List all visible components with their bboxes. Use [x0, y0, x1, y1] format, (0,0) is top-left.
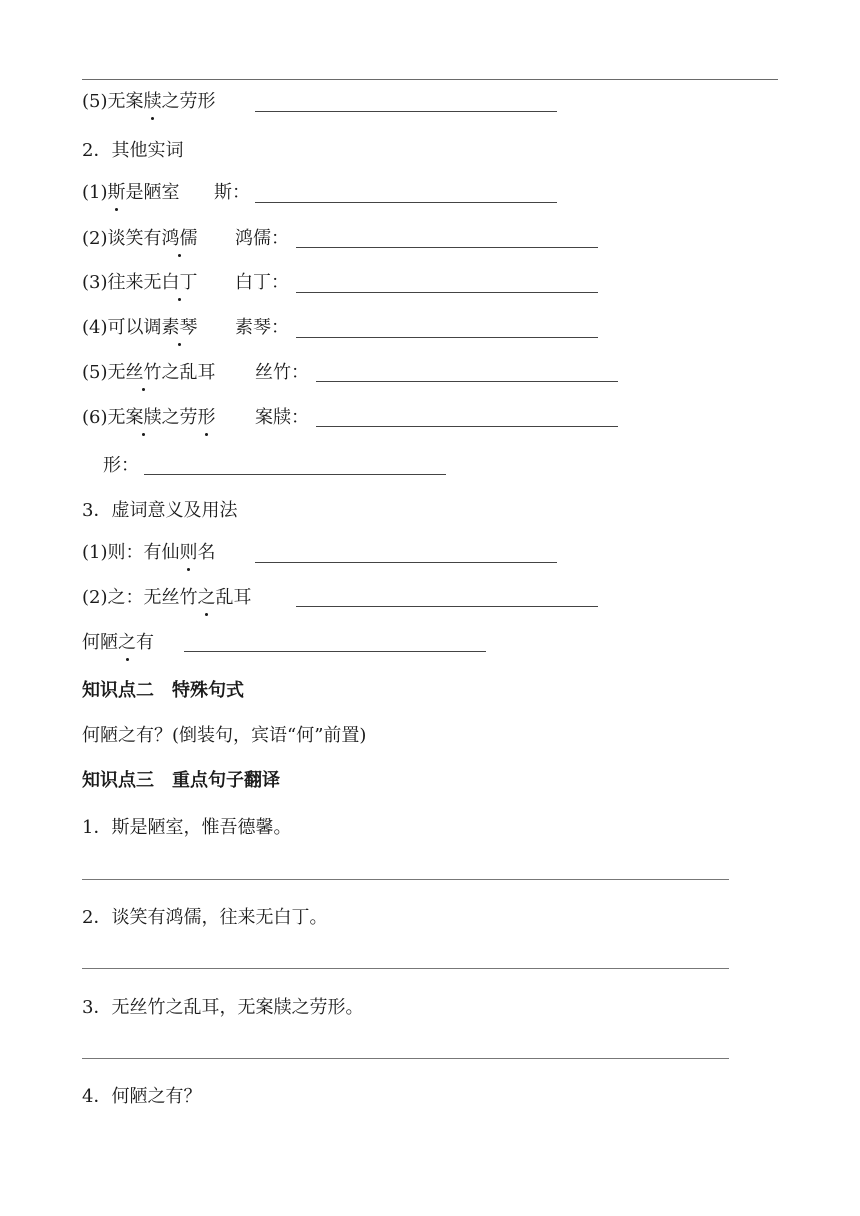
sentence-3: 3．无丝竹之乱耳，无案牍之劳形。	[82, 997, 364, 1018]
dotted-word: 之	[118, 632, 136, 653]
answer-blank[interactable]	[296, 606, 598, 607]
item-number: (1)	[82, 182, 108, 203]
point2-heading: 知识点二 特殊句式	[82, 680, 244, 701]
section2-item2	[82, 227, 198, 251]
item-key: 斯：	[214, 182, 250, 203]
item-number: (3)	[82, 272, 108, 293]
answer-blank[interactable]	[296, 292, 598, 293]
item-number: (2)	[82, 587, 108, 608]
dotted-word: 丝竹	[125, 362, 162, 383]
item-text-pre: 可以调	[107, 317, 162, 338]
item-text-pre: 无	[107, 362, 126, 383]
item-key: 白丁：	[235, 272, 289, 293]
dotted-word: 白丁	[161, 272, 198, 293]
sentence-1: 1．斯是陋室，惟吾德馨。	[82, 817, 292, 838]
translation-line-3[interactable]	[82, 1058, 729, 1059]
dotted-word: 则	[179, 542, 198, 563]
item-text-pre: 谈笑有	[107, 228, 162, 249]
answer-blank[interactable]	[255, 111, 557, 112]
item-text-pre: 无	[107, 407, 126, 428]
section3-item1	[82, 541, 216, 565]
section1-item5	[82, 90, 216, 114]
item-key: 丝竹：	[255, 362, 309, 383]
item-text-post: 之劳形	[161, 91, 216, 112]
item-number: (5)	[82, 362, 108, 383]
item-text-post: 是陋室	[125, 182, 180, 203]
dotted-word: 之	[197, 587, 216, 608]
section3-title: 3．虚词意义及用法	[82, 500, 238, 521]
section2-item4	[82, 316, 198, 340]
answer-blank[interactable]	[184, 651, 486, 652]
top-rule	[82, 79, 778, 80]
answer-blank[interactable]	[255, 202, 557, 203]
dotted-word: 牍	[143, 91, 162, 112]
item-text-post: 有	[136, 632, 154, 653]
answer-blank[interactable]	[144, 474, 446, 475]
item-number: (6)	[82, 407, 108, 428]
item-text-post: 乱耳	[215, 587, 252, 608]
item-key: 案牍：	[255, 407, 309, 428]
sentence-2: 2．谈笑有鸿儒，往来无白丁。	[82, 907, 328, 928]
item-text-post: 之劳	[161, 407, 198, 428]
answer-blank[interactable]	[316, 426, 618, 427]
item-number: (4)	[82, 317, 108, 338]
translation-line-1[interactable]	[82, 879, 729, 880]
item-text-pre: 无案	[107, 91, 144, 112]
answer-blank[interactable]	[296, 247, 598, 248]
sentence-4: 4．何陋之有？	[82, 1086, 202, 1107]
point2-text: 何陋之有？(倒装句，宾语“何”前置)	[82, 725, 367, 746]
item-text-post: 名	[197, 542, 216, 563]
dotted-word: 案牍	[125, 407, 162, 428]
section2-item3	[82, 271, 198, 295]
extra-key: 形：	[103, 455, 139, 476]
translation-line-2[interactable]	[82, 968, 729, 969]
item-number: (2)	[82, 228, 108, 249]
answer-blank[interactable]	[316, 381, 618, 382]
dotted-word-2: 形	[197, 407, 216, 428]
section3-item2	[82, 586, 252, 610]
dotted-word: 斯	[107, 182, 126, 203]
dotted-word: 素琴	[161, 317, 198, 338]
item-number: (1)	[82, 542, 108, 563]
item-text-pre: 何陋	[82, 632, 118, 653]
item-text-pre: 则：有仙	[107, 542, 180, 563]
item-key: 鸿儒：	[235, 228, 289, 249]
section2-item5	[82, 361, 216, 385]
point3-heading: 知识点三 重点句子翻译	[82, 770, 280, 791]
section3-item3	[82, 631, 154, 655]
item-number: (5)	[82, 91, 108, 112]
item-text-pre: 往来无	[107, 272, 162, 293]
item-text-pre: 之：无丝竹	[107, 587, 198, 608]
section2-item6	[82, 406, 216, 430]
answer-blank[interactable]	[255, 562, 557, 563]
section2-item1	[82, 181, 180, 205]
dotted-word: 鸿儒	[161, 228, 198, 249]
item-key: 素琴：	[235, 317, 289, 338]
section2-title: 2．其他实词	[82, 140, 184, 161]
item-text-post: 之乱耳	[161, 362, 216, 383]
answer-blank[interactable]	[296, 337, 598, 338]
